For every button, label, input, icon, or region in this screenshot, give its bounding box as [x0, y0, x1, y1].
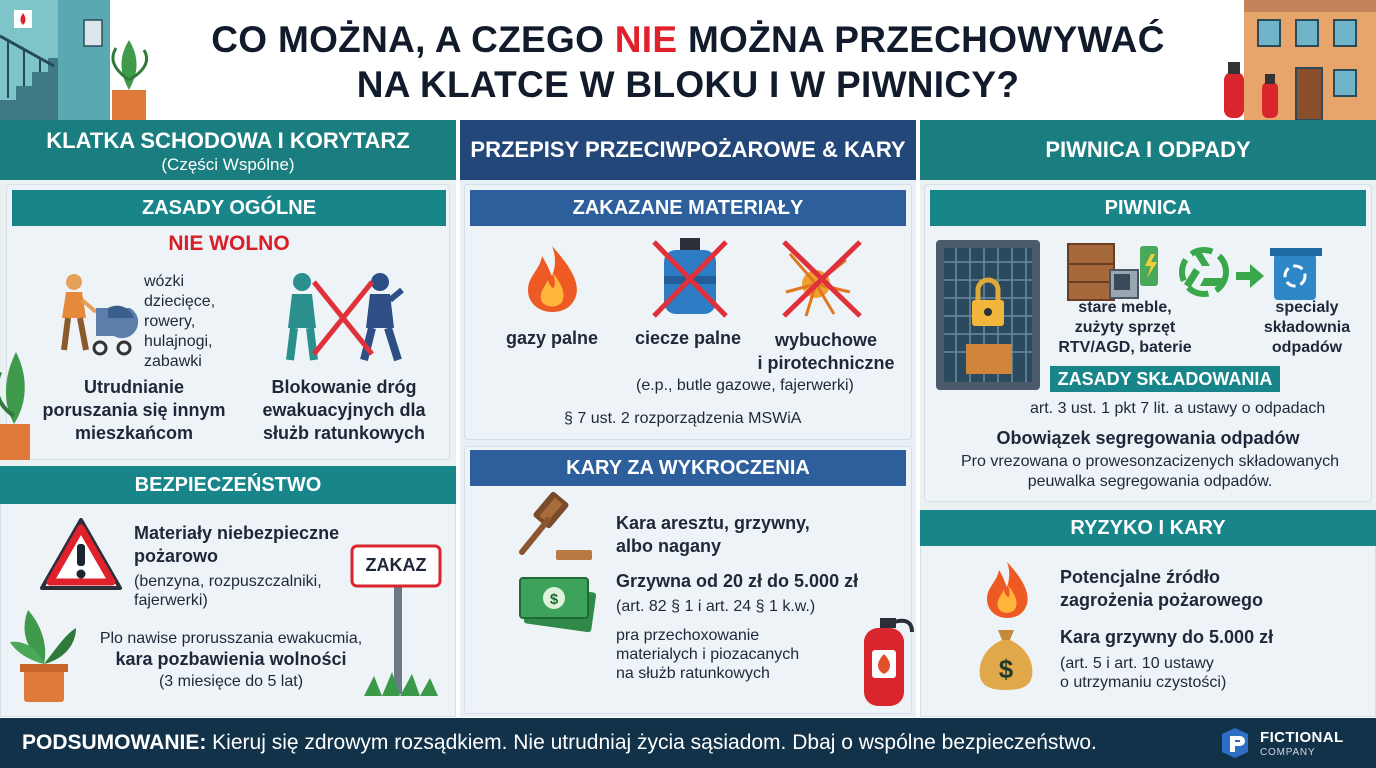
company-logo-icon [1218, 726, 1252, 760]
penalty-line2: kara pozbawienia wolności [115, 649, 347, 669]
fine-title: Grzywna od 20 zł do 5.000 zł [616, 571, 859, 591]
forbidden-items: wózki dziecięce, rowery, hulajnogi, zabawki [144, 273, 216, 370]
page-title-line1: CO MOŻNA, A CZEGO NIE MOŻNA PRZECHOWYWAĆ [211, 19, 1165, 60]
summary-label: PODSUMOWANIE: [22, 731, 207, 754]
column-basement [920, 120, 1376, 717]
header [0, 0, 1376, 120]
fine-reference: (art. 82 § 1 i art. 24 § 1 k.w.) [616, 598, 816, 615]
general-rules-bar: ZASADY OGÓLNE [12, 190, 446, 226]
materials-examples: (e.p., butle gazowe, fajerwerki) [636, 377, 854, 394]
regulation-reference: § 7 ust. 2 rozporządzenia MSWiA [564, 410, 802, 427]
risk-fine-reference: (art. 5 i art. 10 ustawy o utrzymaniu czystości) [1060, 655, 1227, 691]
money-icon [518, 576, 598, 632]
stroller-person-icon [58, 270, 138, 365]
footer-summary [0, 718, 1376, 768]
plant-decoration [0, 332, 36, 462]
forbidden-materials-bar: ZAKAZANE MATERIAŁY [470, 190, 906, 226]
caption-obstruction: Utrudnianie poruszania się innym mieszkańcom [42, 377, 226, 443]
hazard-title: Materiały niebezpieczne pożarowo [134, 523, 340, 566]
caption-evacuation-blocking: Blokowanie dróg ewakuacyjnych dla służb ratunkowych [262, 377, 426, 443]
material-gases: gazy palne [505, 328, 599, 348]
title-emphasis: NIE [614, 19, 678, 60]
blocked-evacuation-icon [276, 270, 416, 365]
building-illustration [1216, 0, 1376, 120]
material-liquids: ciecze palne [634, 328, 742, 348]
segregation-note-line2: peuwalka segregowania odpadów. [1027, 473, 1273, 490]
stairwell-illustration [0, 0, 170, 120]
safety-bar: BEZPIECZEŃSTWO [0, 466, 456, 504]
basement-bar: PIWNICA [930, 190, 1366, 226]
column-fire-regulations [460, 120, 916, 717]
column-stairwell [0, 120, 456, 717]
fines-bar: KARY ZA WYKROCZENIA [470, 450, 906, 486]
penalty-line1: Plo nawise prorusszania ewakucmia, [99, 630, 363, 647]
hazard-examples: (benzyna, rozpuszczalniki, fajerwerki) [134, 573, 322, 609]
flame-icon [522, 244, 582, 314]
special-storage-caption: specialy składownia odpadów [1263, 299, 1351, 356]
gas-cylinder-crossed-icon [650, 238, 730, 320]
fireworks-crossed-icon [780, 238, 864, 320]
summary-text: PODSUMOWANIE: Kieruj się zdrowym rozsądkiem. Nie utrudniaj życia sąsiadom. Dbaj o wspólne bezpieczeństwo. [22, 731, 1097, 754]
waste-law-reference: art. 3 ust. 1 pkt 7 lit. a ustawy o odpadach [1030, 400, 1326, 417]
svg-text:$: $ [998, 654, 1014, 684]
penalty-line3: (3 miesięce do 5 lat) [158, 673, 304, 690]
money-bag-icon [976, 626, 1036, 692]
old-items-caption: stare meble, zużyty sprzęt RTV/AGD, baterie [1058, 299, 1192, 356]
material-explosives: wybuchowe i pirotechniczne [757, 330, 895, 373]
plant-decoration [10, 604, 80, 704]
storage-rules-bar: ZASADY SKŁADOWANIA [1050, 366, 1280, 392]
locked-cage-icon [936, 240, 1040, 390]
risk-bar: RYZYKO I KARY [920, 510, 1376, 546]
risk-fine: Kara grzywny do 5.000 zł [1060, 627, 1274, 647]
company-name: FICTIONAL [1260, 729, 1344, 746]
arrest-penalty: Kara aresztu, grzywny, albo nagany [616, 513, 810, 556]
svg-text:$: $ [549, 591, 559, 608]
column-header: PRZEPISY PRZECIWPOŻAROWE & KARY [460, 120, 916, 180]
zakaz-sign-label: ZAKAZ [365, 555, 427, 575]
flame-icon [982, 560, 1032, 620]
segregation-duty: Obowiązek segregowania odpadów [996, 428, 1300, 448]
column-header: KLATKA SCHODOWA I KORYTARZ (Części Wspólne) [0, 120, 456, 180]
fire-source-text: Potencjalne źródło zagrożenia pożarowego [1060, 567, 1264, 610]
warning-icon [38, 516, 124, 592]
old-items-icon [1066, 240, 1166, 304]
fine-note: pra przechoxowanie materialych i piozacanych na służb ratunkowych [616, 627, 800, 682]
gavel-icon [516, 494, 596, 564]
recycle-icon [1176, 240, 1296, 304]
forbidden-heading: NIE WOLNO [168, 232, 290, 255]
column-header: PIWNICA I ODPADY [920, 120, 1376, 180]
fire-extinguisher-icon [854, 608, 920, 708]
company-subname: COMPANY [1260, 747, 1316, 758]
page-title-line2: NA KLATCE W BLOKU I W PIWNICY? [356, 64, 1020, 105]
segregation-note-line1: Pro vrezowana o prowesonzacizenych składowanych [961, 453, 1339, 470]
